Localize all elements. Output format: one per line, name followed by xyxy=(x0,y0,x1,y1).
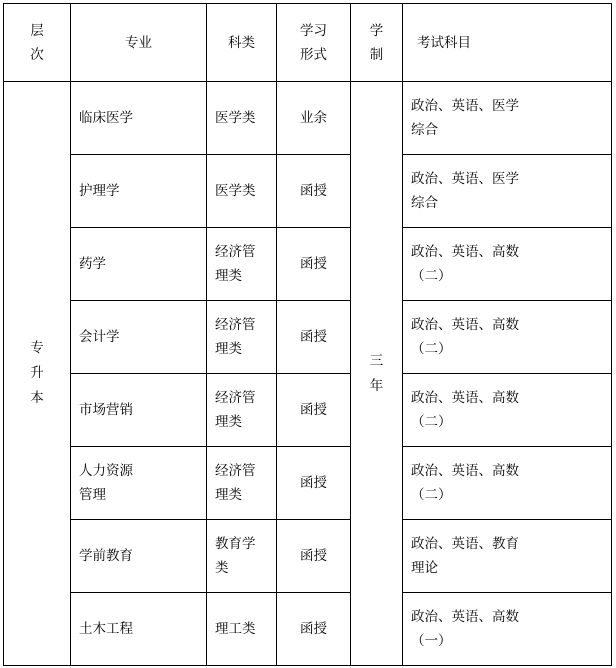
category-cell xyxy=(207,447,277,520)
level-cell xyxy=(4,82,71,666)
header-cell-major xyxy=(71,4,207,82)
category-cell xyxy=(207,301,277,374)
category-cell xyxy=(207,82,277,155)
category-line-1: 经济管 xyxy=(215,463,256,479)
study-form-cell: 函授 xyxy=(277,155,351,228)
header-category-label: 科类 xyxy=(228,34,255,50)
table-row xyxy=(4,82,612,155)
major-line-1: 市场营销 xyxy=(79,402,133,418)
major-cell xyxy=(71,374,207,447)
major-line-1: 土木工程 xyxy=(79,621,133,637)
table-row xyxy=(4,520,612,593)
exam-subject-cell xyxy=(403,374,612,447)
category-line-1: 经济管 xyxy=(215,244,256,260)
exam-subject-line-2: 理论 xyxy=(411,560,438,575)
major-cell xyxy=(71,301,207,374)
header-years-line-2: 制 xyxy=(369,46,384,62)
exam-subject-line-1: 政治、英语、教育 xyxy=(411,536,519,552)
major-line-1: 会计学 xyxy=(79,329,120,345)
category-line-1: 经济管 xyxy=(215,390,256,406)
header-major-label: 专业 xyxy=(125,34,152,50)
category-line-1: 经济管 xyxy=(215,317,256,333)
category-line-2: 理类 xyxy=(215,341,242,356)
table-row xyxy=(4,228,612,301)
category-cell xyxy=(207,593,277,666)
exam-subject-line-1: 政治、英语、高数 xyxy=(411,609,519,625)
study-form-cell: 函授 xyxy=(277,447,351,520)
exam-subject-line-1: 政治、英语、医学 xyxy=(411,98,519,114)
category-line-2: 理类 xyxy=(215,268,242,283)
exam-subject-line-1: 政治、英语、高数 xyxy=(411,390,519,406)
table-row xyxy=(4,301,612,374)
level-char-1: 专 xyxy=(30,340,44,356)
exam-subject-cell xyxy=(403,301,612,374)
exam-subject-line-2: （二） xyxy=(411,341,452,356)
major-line-1: 护理学 xyxy=(79,183,120,199)
level-char-3: 本 xyxy=(30,389,44,405)
study-form-cell: 业余 xyxy=(277,82,351,155)
header-cell-category xyxy=(207,4,277,82)
header-years-line-1: 学 xyxy=(369,22,384,38)
header-cell-subject xyxy=(403,4,612,82)
major-line-1: 药学 xyxy=(79,256,106,272)
category-cell xyxy=(207,228,277,301)
exam-subject-line-1: 政治、英语、医学 xyxy=(411,171,519,187)
major-line-1: 临床医学 xyxy=(79,110,133,126)
table-row xyxy=(4,447,612,520)
document-page xyxy=(0,3,616,668)
header-cell-level xyxy=(4,4,71,82)
exam-subject-line-2: （二） xyxy=(411,268,452,283)
exam-subject-line-2: （一） xyxy=(411,633,452,648)
exam-subject-cell xyxy=(403,447,612,520)
category-line-1: 理工类 xyxy=(215,621,256,637)
exam-subject-line-1: 政治、英语、高数 xyxy=(411,244,519,260)
header-level-line-1: 层 xyxy=(30,22,44,38)
level-char-2: 升 xyxy=(30,365,44,381)
category-line-1: 教育学 xyxy=(215,536,256,552)
category-line-2: 理类 xyxy=(215,487,242,502)
table-header-row xyxy=(4,4,612,82)
exam-subject-line-2: （二） xyxy=(411,487,452,502)
study-form-cell: 函授 xyxy=(277,593,351,666)
header-level-line-2: 次 xyxy=(30,46,44,62)
exam-subject-line-2: （二） xyxy=(411,414,452,429)
exam-subject-cell xyxy=(403,82,612,155)
exam-subject-cell xyxy=(403,593,612,666)
category-cell xyxy=(207,520,277,593)
duration-cell xyxy=(351,82,403,666)
category-line-2: 类 xyxy=(215,560,229,575)
category-cell xyxy=(207,374,277,447)
major-line-1: 学前教育 xyxy=(79,548,133,564)
header-subject-label: 考试科目 xyxy=(417,34,471,50)
major-line-1: 人力资源 xyxy=(79,463,133,479)
study-form-cell: 函授 xyxy=(277,228,351,301)
study-form-cell: 函授 xyxy=(277,301,351,374)
major-cell xyxy=(71,228,207,301)
header-form-line-1: 学习 xyxy=(300,22,327,38)
header-cell-form xyxy=(277,4,351,82)
exam-subject-cell xyxy=(403,228,612,301)
table-row xyxy=(4,155,612,228)
category-line-1: 医学类 xyxy=(215,110,256,126)
major-cell xyxy=(71,447,207,520)
major-line-2: 管理 xyxy=(79,487,106,502)
exam-subject-cell xyxy=(403,155,612,228)
exam-subject-line-1: 政治、英语、高数 xyxy=(411,463,519,479)
duration-char-1: 三 xyxy=(369,352,384,368)
exam-subject-cell xyxy=(403,520,612,593)
study-form-cell: 函授 xyxy=(277,520,351,593)
table-row xyxy=(4,593,612,666)
major-cell xyxy=(71,593,207,666)
category-line-2: 理类 xyxy=(215,414,242,429)
exam-subject-line-1: 政治、英语、高数 xyxy=(411,317,519,333)
study-form-cell: 函授 xyxy=(277,374,351,447)
exam-subject-line-2: 综合 xyxy=(411,195,438,210)
major-cell xyxy=(71,155,207,228)
major-cell xyxy=(71,520,207,593)
program-table xyxy=(3,3,612,666)
duration-char-2: 年 xyxy=(369,377,384,393)
header-form-line-2: 形式 xyxy=(300,46,327,62)
major-cell xyxy=(71,82,207,155)
category-cell xyxy=(207,155,277,228)
exam-subject-line-2: 综合 xyxy=(411,122,438,137)
category-line-1: 医学类 xyxy=(215,183,256,199)
header-cell-years xyxy=(351,4,403,82)
table-row xyxy=(4,374,612,447)
